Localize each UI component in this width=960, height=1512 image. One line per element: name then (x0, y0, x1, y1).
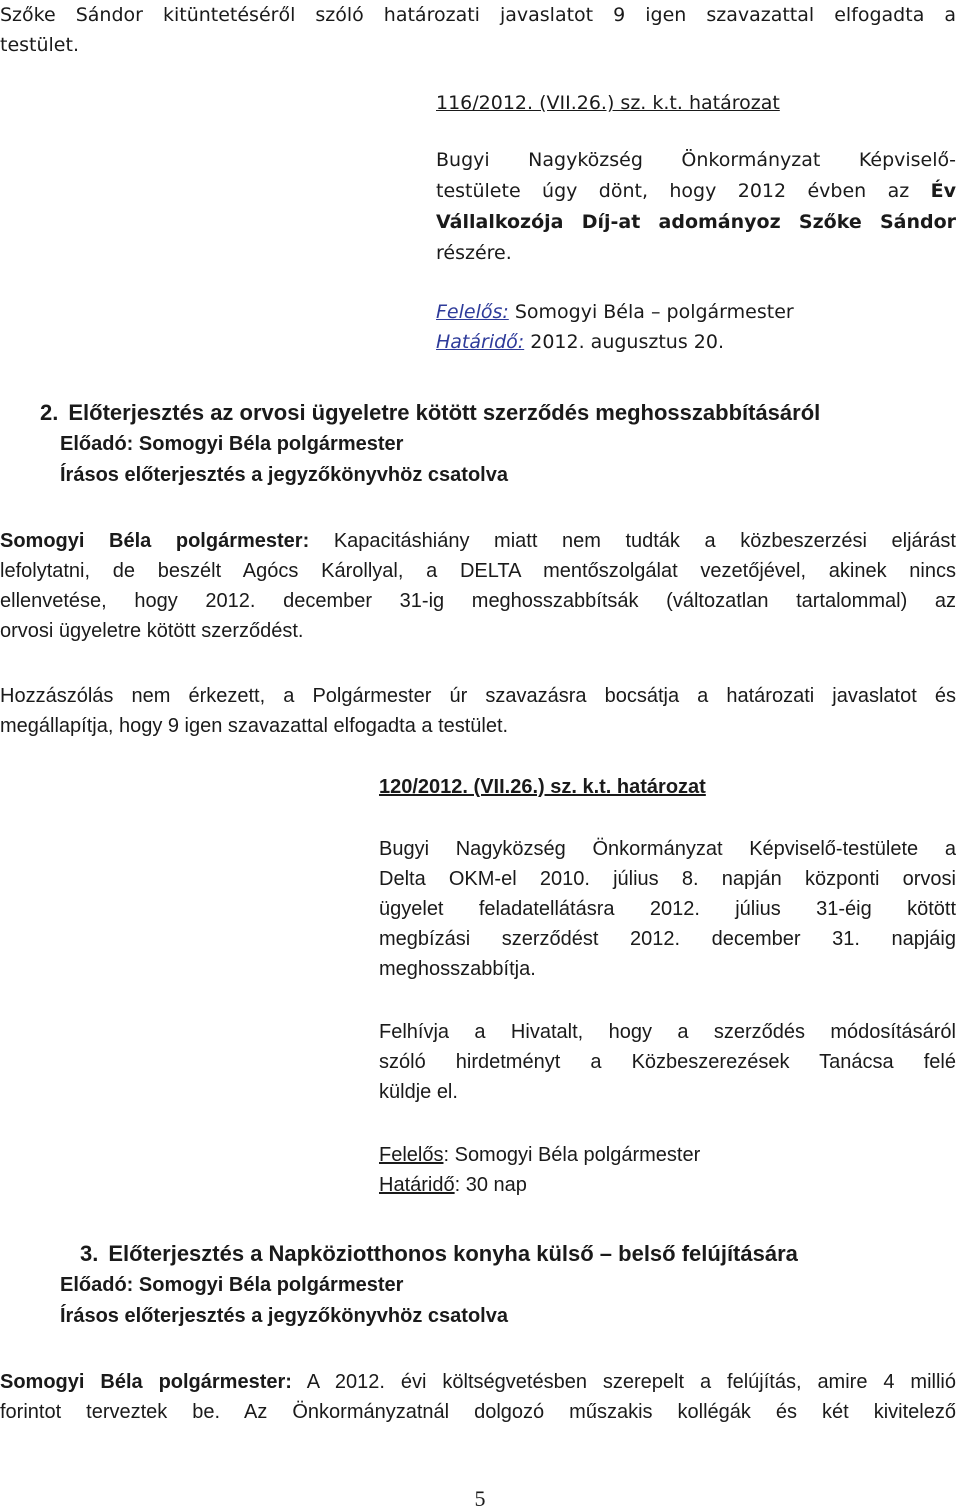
resolution-116-responsible (436, 297, 956, 327)
closing-2-line-1: Hozzászólás nem érkezett, a Polgármester úr szavazásra bocsátja a határozati javaslatot és (0, 685, 956, 707)
resolution-120-p1-line-1: Bugyi Nagyközség Önkormányzat Képviselő-testülete a (379, 838, 956, 860)
resolution-120-p2-line-3: küldje el. (379, 1081, 458, 1103)
agenda-2-heading (40, 397, 960, 429)
speech-2-speaker: Somogyi Béla polgármester: (0, 530, 310, 552)
resolution-120-p1-line-5: meghosszabbítja. (379, 958, 536, 980)
agenda-3-attachment: Írásos előterjesztés a jegyzőkönyvhöz csatolva (60, 1305, 508, 1327)
resolution-120-p2-line-2: szóló hirdetményt a Közbeszerezések Tanácsa felé (379, 1051, 956, 1073)
agenda-3-title: Előterjesztés a Napköziotthonos konyha külső – belső felújítására (108, 1241, 798, 1266)
speech-2-line-3: ellenvetése, hogy 2012. december 31-ig meghosszabbítsák (változatlan tartalommal) az (0, 590, 956, 612)
resolution-120-deadline (379, 1170, 956, 1200)
speech-2-line-1-text: Kapacitáshiány miatt nem tudták a közbeszerzési eljárást (309, 530, 956, 552)
agenda-2-title: Előterjesztés az orvosi ügyeletre kötött szerződés meghosszabbításáról (68, 400, 821, 425)
agenda-3-presenter: Előadó: Somogyi Béla polgármester (60, 1274, 404, 1296)
agenda-2-closing (0, 681, 956, 741)
agenda-3-heading (80, 1238, 960, 1270)
intro-line-2: testület. (0, 34, 79, 56)
resolution-116-line-3: Vállalkozója Díj-at adományoz Szőke Sándor (436, 211, 956, 233)
resolution-120-p1-line-4: megbízási szerződést 2012. december 31. napjáig (379, 928, 956, 950)
resolution-116-line-2-text: testülete úgy dönt, hogy 2012 évben az (436, 180, 931, 202)
agenda-3-number: 3. (80, 1241, 99, 1266)
agenda-3-speech (0, 1367, 956, 1427)
page-number: 5 (474, 1486, 486, 1511)
agenda-2-attachment: Írásos előterjesztés a jegyzőkönyvhöz csatolva (60, 464, 508, 486)
resolution-116-line-4: részére. (436, 242, 512, 264)
resolution-120-responsible (379, 1140, 956, 1170)
resolution-120-p1-line-3: ügyelet feladatellátásra 2012. július 31-éig kötött (379, 898, 956, 920)
intro-paragraph (0, 0, 956, 60)
resolution-120-paragraph-1 (379, 834, 956, 984)
resolution-116-deadline (436, 327, 956, 357)
deadline-value-120: : 30 nap (454, 1174, 527, 1196)
agenda-2-speech (0, 526, 956, 646)
speech-3-line-1-text: A 2012. évi költségvetésben szerepelt a felújítás, amire 4 millió (291, 1371, 956, 1393)
speech-3-speaker: Somogyi Béla polgármester: (0, 1371, 292, 1393)
award-name-start: Év (930, 180, 956, 202)
deadline-label: Határidő: (436, 331, 525, 353)
agenda-2-presenter: Előadó: Somogyi Béla polgármester (60, 433, 404, 455)
intro-line-1: Szőke Sándor kitüntetéséről szóló határozati javaslatot 9 igen szavazattal elfogadta a (0, 4, 956, 26)
responsible-value: Somogyi Béla – polgármester (508, 301, 794, 323)
resolution-116-body (436, 145, 956, 269)
resolution-120-paragraph-2 (379, 1017, 956, 1107)
agenda-item-2 (40, 397, 960, 491)
resolution-116-title: 116/2012. (VII.26.) sz. k.t. határozat (436, 92, 780, 114)
responsible-value-120: : Somogyi Béla polgármester (443, 1144, 701, 1166)
responsible-label-120: Felelős (379, 1144, 444, 1166)
resolution-116 (436, 88, 956, 357)
speech-3-line-2: forintot terveztek be. Az Önkormányzatnál dolgozó műszakis kollégák és két kivitelező (0, 1401, 956, 1423)
speech-2-line-1 (0, 526, 956, 556)
closing-2-line-2: megállapítja, hogy 9 igen szavazattal elfogadta a testület. (0, 715, 509, 737)
agenda-item-3 (60, 1238, 960, 1332)
resolution-116-line-2 (436, 176, 956, 207)
resolution-120-p1-line-2: Delta OKM-el 2010. július 8. napján központi orvosi (379, 868, 956, 890)
resolution-116-line-1: Bugyi Nagyközség Önkormányzat Képviselő- (436, 149, 956, 171)
speech-2-line-2: lefolytatni, de beszélt Agócs Károllyal, a DELTA mentőszolgálat vezetőjével, akinek nincs (0, 560, 956, 582)
resolution-120-title: 120/2012. (VII.26.) sz. k.t. határozat (379, 776, 706, 798)
responsible-label: Felelős: (436, 301, 509, 323)
speech-3-line-1 (0, 1367, 956, 1397)
deadline-value: 2012. augusztus 20. (524, 331, 724, 353)
speech-2-line-4: orvosi ügyeletre kötött szerződést. (0, 620, 304, 642)
resolution-120-p2-line-1: Felhívja a Hivatalt, hogy a szerződés módosításáról (379, 1021, 956, 1043)
agenda-2-number: 2. (40, 400, 59, 425)
resolution-120 (379, 772, 956, 1200)
award-name-line (436, 207, 956, 238)
deadline-label-120: Határidő (379, 1174, 455, 1196)
